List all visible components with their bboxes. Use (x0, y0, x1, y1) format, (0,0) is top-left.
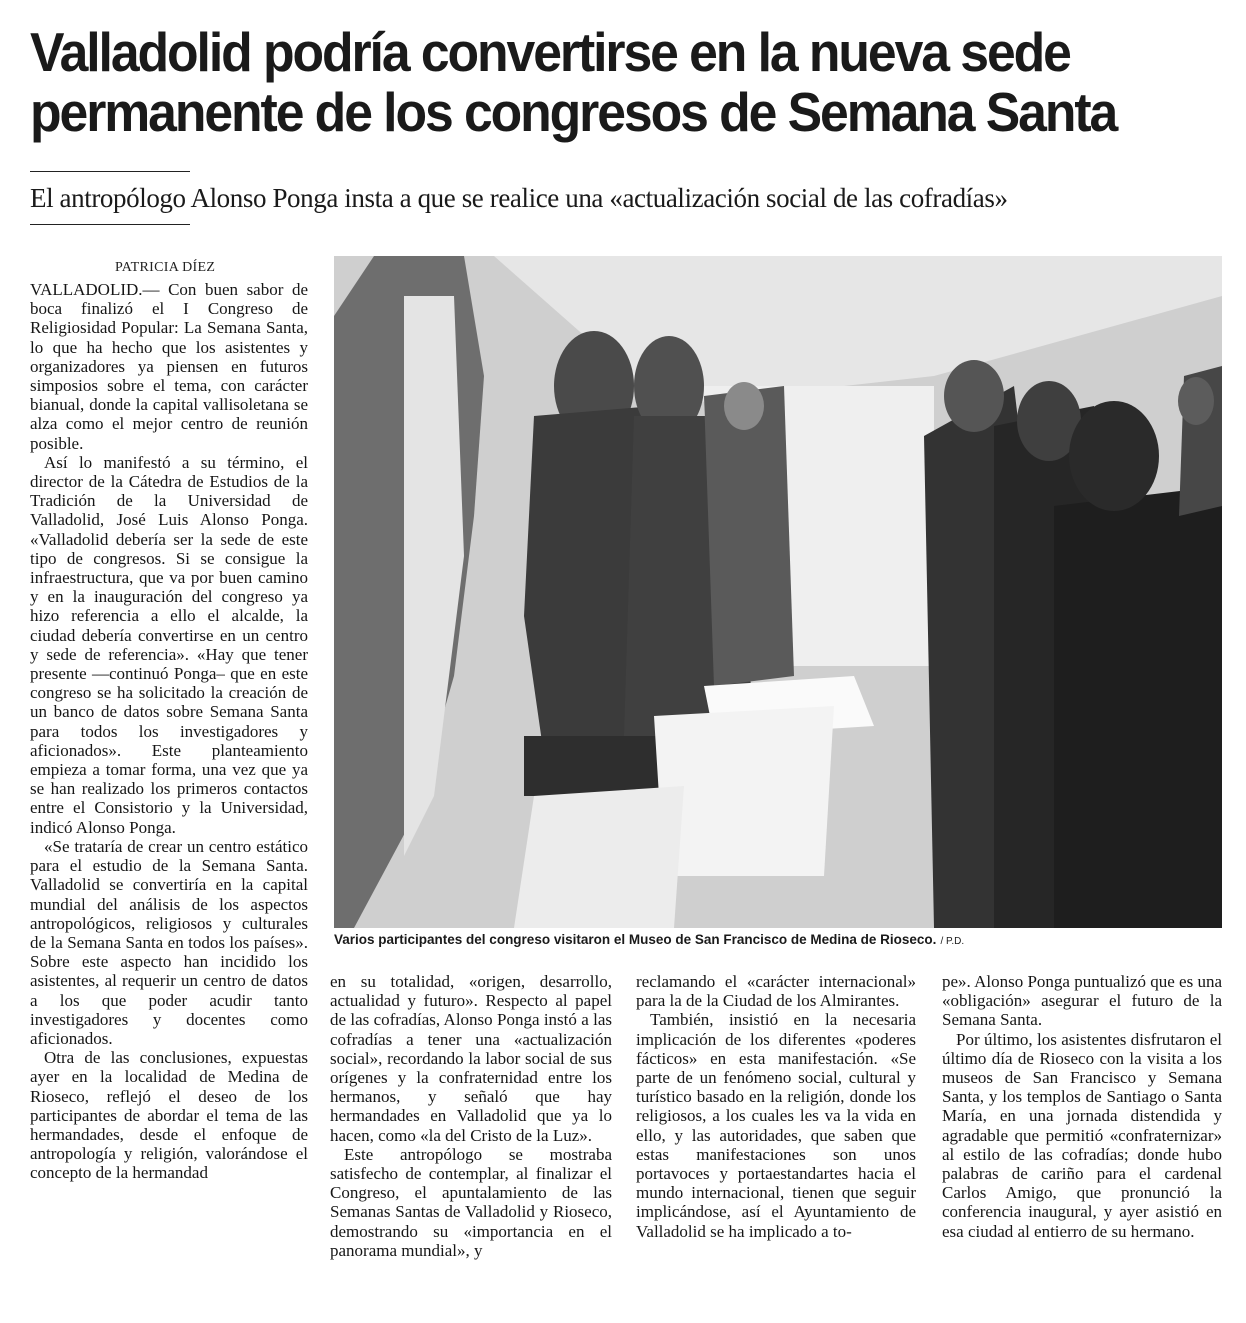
headline-rule (30, 171, 190, 172)
article-column-3 (636, 972, 916, 1241)
paragraph: Otra de las conclusiones, expuestas ayer en la localidad de Medina de Rioseco, reflejó el deseo de los participantes de abordar el tema de las hermandades, desde el enfoque de antropología y religión, valorándose el concepto de la hermandad (30, 1048, 308, 1183)
paragraph: pe». Alonso Ponga puntualizó que es una «obligación» asegurar el futuro de la Semana Santa. (942, 972, 1222, 1030)
article-column-1 (30, 280, 308, 1183)
article-column-4 (942, 972, 1222, 1241)
article-column-2 (330, 972, 612, 1260)
article-photo (334, 256, 1222, 928)
headline (30, 22, 1149, 142)
headline-line-2: permanente de los congresos de Semana Santa (30, 81, 1117, 143)
headline-line-1: Valladolid podría convertirse en la nueva sede (30, 21, 1070, 83)
paragraph: VALLADOLID.— Con buen sabor de boca finalizó el I Congreso de Religiosidad Popular: La Semana Santa, lo que ha hecho que los asistentes y organizadores ya piensen en futuros simposios sobre el tema, con carácter bianual, donde la capital vallisoletana se alza como el mejor centro de reunión posible. (30, 280, 308, 453)
paragraph: Este antropólogo se mostraba satisfecho de contemplar, al finalizar el Congreso, el apuntalamiento de las Semanas Santas de Valladolid y Rioseco, demostrando su «importancia en el panorama mundial», y (330, 1144, 612, 1260)
museum-scene-image (334, 256, 1222, 928)
paragraph: en su totalidad, «origen, desarrollo, actualidad y futuro». Respecto al papel de las cofradías, Alonso Ponga instó a las cofradías a tener una «actualización social», recordando la labor social de sus orígenes y la confraternidad entre los hermanos, y señaló que hay hermandades en Valladolid que ya lo hacen, como «la del Cristo de la Luz». (330, 972, 612, 1145)
subtitle: El antropólogo Alonso Ponga insta a que se realice una «actualización social de las cofradías» (30, 183, 1008, 213)
byline: PATRICIA DÍEZ (115, 260, 216, 275)
photo-caption (334, 932, 1222, 947)
paragraph: Por último, los asistentes disfrutaron el último día de Rioseco con la visita a los museos de San Francisco y Semana Santa, y los templos de Santiago o Santa María, en una jornada distendida y agradable que permitió «confraternizar» al estilo de las cofradías; donde hubo palabras de cariño para el cardenal Carlos Amigo, que pronunció la conferencia inaugural, y ayer asistió en esa ciudad al entierro de su hermano. (942, 1029, 1222, 1241)
paragraph: También, insistió en la necesaria implicación de los diferentes «poderes fácticos» en esta manifestación. «Se parte de un fenómeno social, cultural y turístico basado en la religión, donde los religiosos, a los cuales les va la vida en ello, y las autoridades, que saben que estas manifestaciones son unos portavoces y portaestandartes hacia el mundo internacional, tienen que seguir implicándose, así el Ayuntamiento de Valladolid se ha implicado a to- (636, 1010, 916, 1241)
subtitle-rule (30, 224, 190, 225)
paragraph: Así lo manifestó a su término, el director de la Cátedra de Estudios de la Tradición de la Universidad de Valladolid, José Luis Alonso Ponga. «Valladolid debería ser la sede de este tipo de congresos. Si se consigue la infraestructura, que va por buen camino y en la inauguración del congreso ya hizo referencia a ello el alcalde, la ciudad debería convertirse en un centro y sede de referencia». «Hay que tener presente —continuó Ponga– que en este congreso se ha solicitado la creación de un banco de datos sobre Semana Santa para todos los investigadores y aficionados». Este planteamiento empieza a tomar forma, una vez que ya se han realizado los primeros contactos entre el Consistorio y la Universidad, indicó Alonso Ponga. (30, 452, 308, 837)
photo-credit: / P.D. (940, 936, 965, 947)
caption-text: Varios participantes del congreso visitaron el Museo de San Francisco de Medina de Rioseco. (334, 932, 937, 947)
paragraph: «Se trataría de crear un centro estático para el estudio de la Semana Santa. Valladolid se convertiría en la capital mundial del análisis de los aspectos antropológicos, religiosos y culturales de la Semana Santa en todos los países». Sobre este aspecto han incidido los asistentes, al requerir un centro de datos a los que poder acudir tanto investigadores y docentes como aficionados. (30, 836, 308, 1048)
paragraph: reclamando el «carácter internacional» para la de la Ciudad de los Almirantes. (636, 972, 916, 1011)
